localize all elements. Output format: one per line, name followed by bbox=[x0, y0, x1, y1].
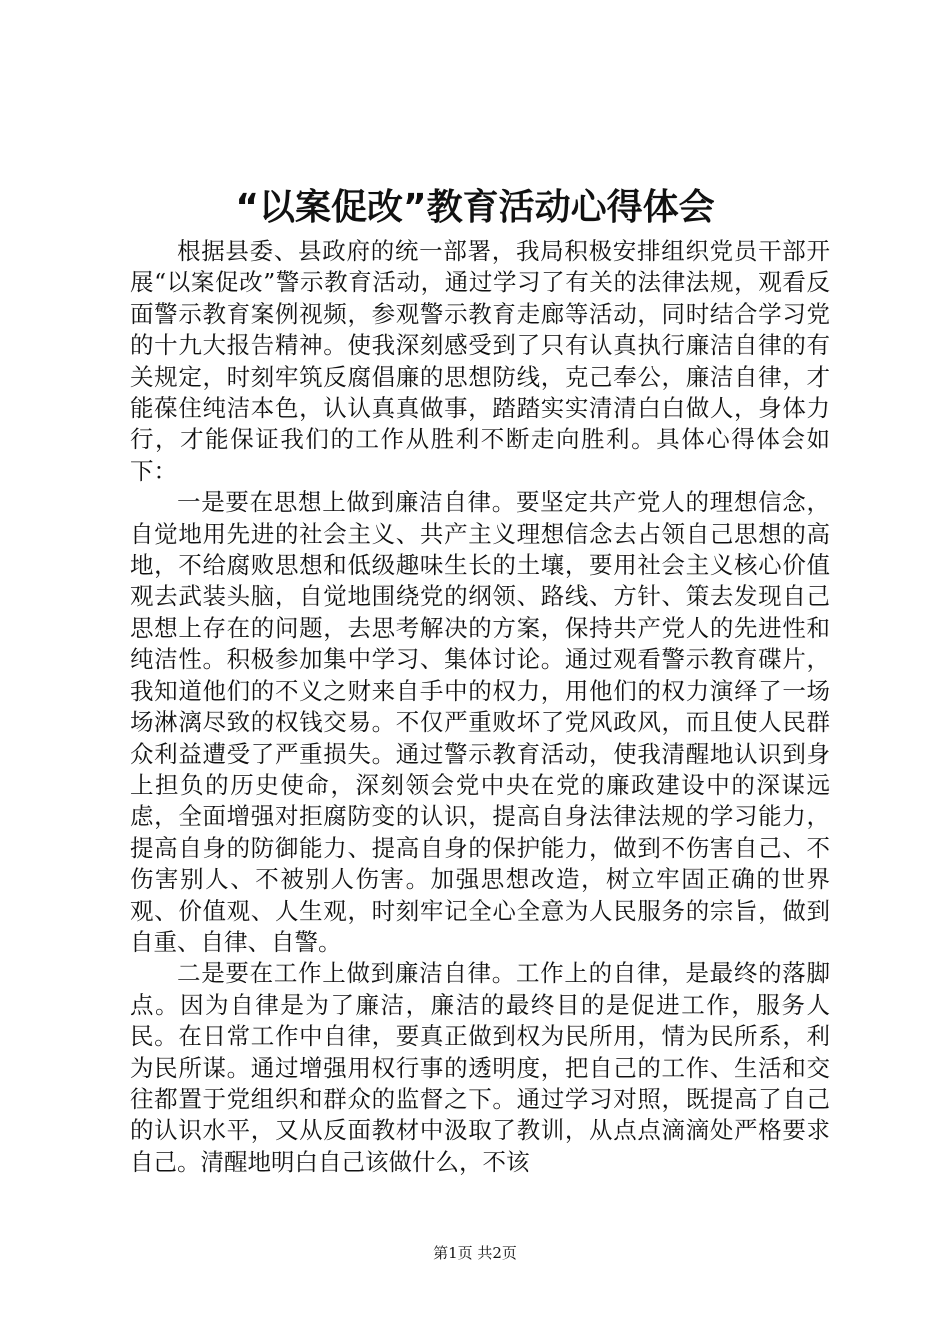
paragraph-point-one: 一是要在思想上做到廉洁自律。要坚定共产党人的理想信念，自觉地用先进的社会主义、共产主义理想信念去占领自己思想的高地，不给腐败思想和低级趣味生长的土壤，要用社会主义核心价值观去武装头脑，自觉地围绕党的纲领、路线、方针、策去发现自己思想上存在的问题，去思考解决的方案，保持共产党人的先进性和纯洁性。积极参加集中学习、集体讨论。通过观看警示教育碟片，我知道他们的不义之财来自手中的权力，用他们的权力演绎了一场场淋漓尽致的权钱交易。不仅严重败坏了党风政风，而且使人民群众利益遭受了严重损失。通过警示教育活动，使我清醒地认识到身上担负的历史使命，深刻领会党中央在党的廉政建设中的深谋远虑，全面增强对拒腐防变的认识，提高自身法律法规的学习能力，提高自身的防御能力、提高自身的保护能力，做到不伤害自己、不伤害别人、不被别人伤害。加强思想改造，树立牢固正确的世界观、价值观、人生观，时刻牢记全心全意为人民服务的宗旨，做到自重、自律、自警。 bbox=[130, 488, 830, 956]
paragraph-intro: 根据县委、县政府的统一部署，我局积极安排组织党员干部开展“以案促改”警示教育活动，通过学习了有关的法律法规，观看反面警示教育案例视频，参观警示教育走廊等活动，同时结合学习党的十九大报告精神。使我深刻感受到了只有认真执行廉洁自律的有关规定，时刻牢筑反腐倡廉的思想防线，克己奉公，廉洁自律，才能葆住纯洁本色，认认真真做事，踏踏实实清清白白做人，身体力行，才能保证我们的工作从胜利不断走向胜利。具体心得体会如下： bbox=[130, 237, 830, 485]
document-body bbox=[130, 236, 830, 1178]
paragraph-point-two: 二是要在工作上做到廉洁自律。工作上的自律，是最终的落脚点。因为自律是为了廉洁，廉洁的最终目的是促进工作，服务人民。在日常工作中自律，要真正做到权为民所用，情为民所系，利为民所谋。通过增强用权行事的透明度，把自己的工作、生活和交往都置于党组织和群众的监督之下。通过学习对照，既提高了自己的认识水平，又从反面教材中汲取了教训，从点点滴滴处严格要求自己。清醒地明白自己该做什么，不该 bbox=[130, 959, 830, 1176]
document-title: “以案促改”教育活动心得体会 bbox=[235, 187, 715, 228]
page-number-footer: 第1页 共2页 bbox=[433, 1244, 517, 1262]
